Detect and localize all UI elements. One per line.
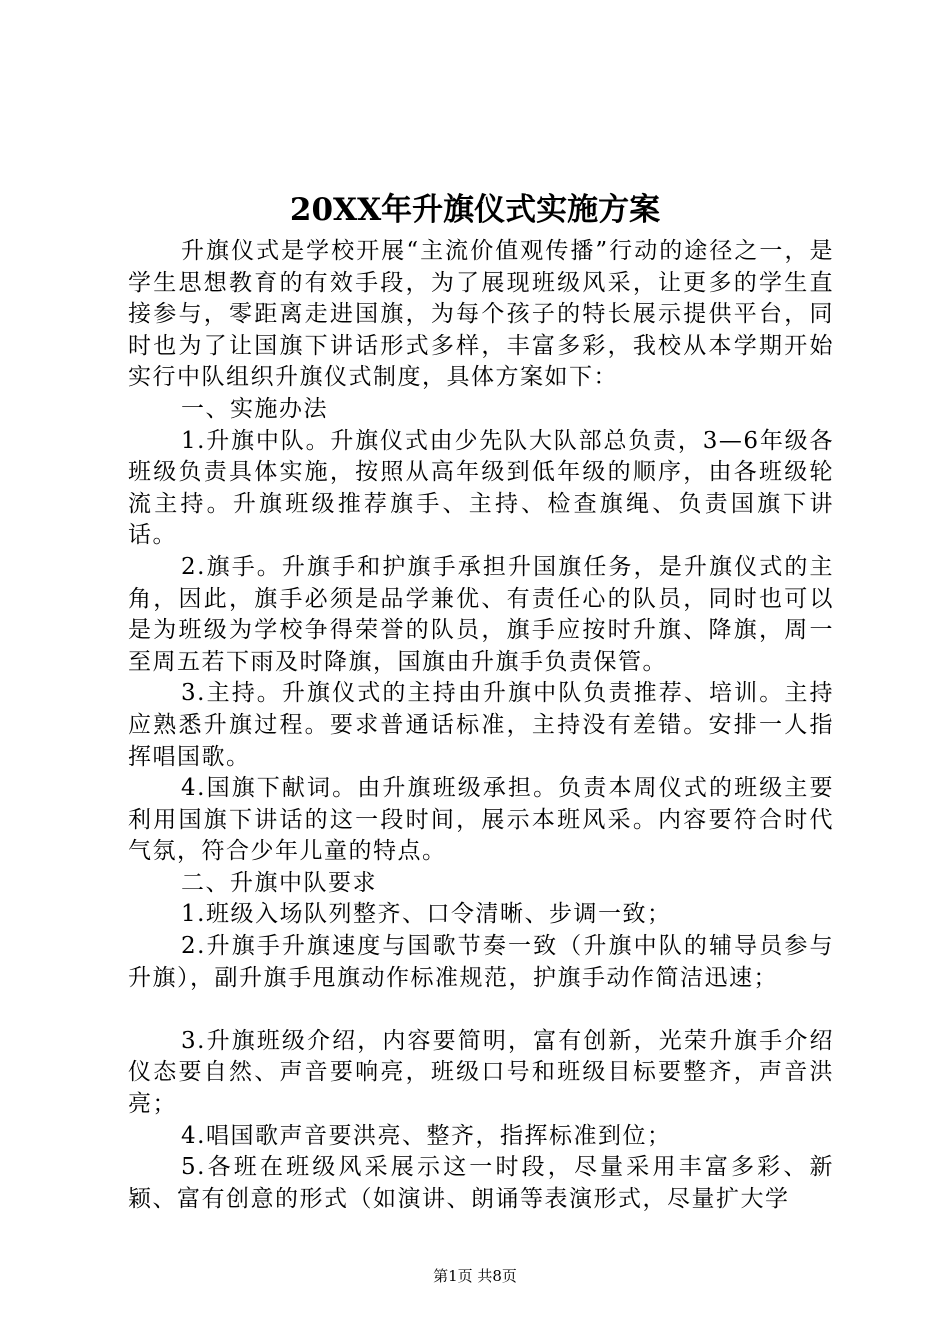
- paragraph-flag-squadron: 1.升旗中队。升旗仪式由少先队大队部总负责，3—6年级各班级负责具体实施，按照从高年级到低年级的顺序，由各班级轮流主持。升旗班级推荐旗手、主持、检查旗绳、负责国旗下讲话。: [128, 427, 834, 549]
- blank-line: [128, 994, 834, 1026]
- requirement-item-2: 2.升旗手升旗速度与国歌节奏一致（升旗中队的辅导员参与升旗），副升旗手甩旗动作标准规范，护旗手动作简洁迅速；: [128, 933, 834, 991]
- paragraph-flag-speech: 4.国旗下献词。由升旗班级承担。负责本周仪式的班级主要利用国旗下讲话的这一段时间，展示本班风采。内容要符合时代气氛，符合少年儿童的特点。: [128, 775, 834, 865]
- intro-paragraph: 升旗仪式是学校开展“主流价值观传播”行动的途径之一，是学生思想教育的有效手段，为了展现班级风采，让更多的学生直接参与，零距离走进国旗，为每个孩子的特长展示提供平台，同时也为了让国旗下讲话形式多样，丰富多彩，我校从本学期开始实行中队组织升旗仪式制度，具体方案如下：: [128, 238, 834, 391]
- document-title: 20XX年升旗仪式实施方案: [289, 192, 661, 228]
- requirement-item-3: 3.升旗班级介绍，内容要简明，富有创新，光荣升旗手介绍仪态要自然、声音要响亮，班级口号和班级目标要整齐，声音洪亮；: [128, 1027, 834, 1118]
- requirement-item-1: 1.班级入场队列整齐、口令清晰、步调一致；: [181, 901, 672, 928]
- paragraph-host: 3.主持。升旗仪式的主持由升旗中队负责推荐、培训。主持应熟悉升旗过程。要求普通话标准，主持没有差错。安排一人指挥唱国歌。: [128, 680, 834, 770]
- document-body: [128, 236, 834, 1215]
- paragraph-flag-bearer: 2.旗手。升旗手和护旗手承担升国旗任务，是升旗仪式的主角，因此，旗手必须是品学兼优、有责任心的队员，同时也可以是为班级为学校争得荣誉的队员，旗手应按时升旗、降旗，周一至周五若下雨及时降旗，国旗由升旗手负责保管。: [128, 553, 834, 675]
- requirement-item-4: 4.唱国歌声音要洪亮、整齐，指挥标准到位；: [181, 1122, 672, 1149]
- requirement-item-5: 5.各班在班级风采展示这一时段，尽量采用丰富多彩、新颖、富有创意的形式（如演讲、朗诵等表演形式，尽量扩大学: [128, 1154, 834, 1212]
- section-heading-requirements: 二、升旗中队要求: [181, 869, 377, 896]
- section-heading-implementation: 一、实施办法: [181, 395, 328, 422]
- page-footer: 第1页 共8页: [433, 1267, 517, 1285]
